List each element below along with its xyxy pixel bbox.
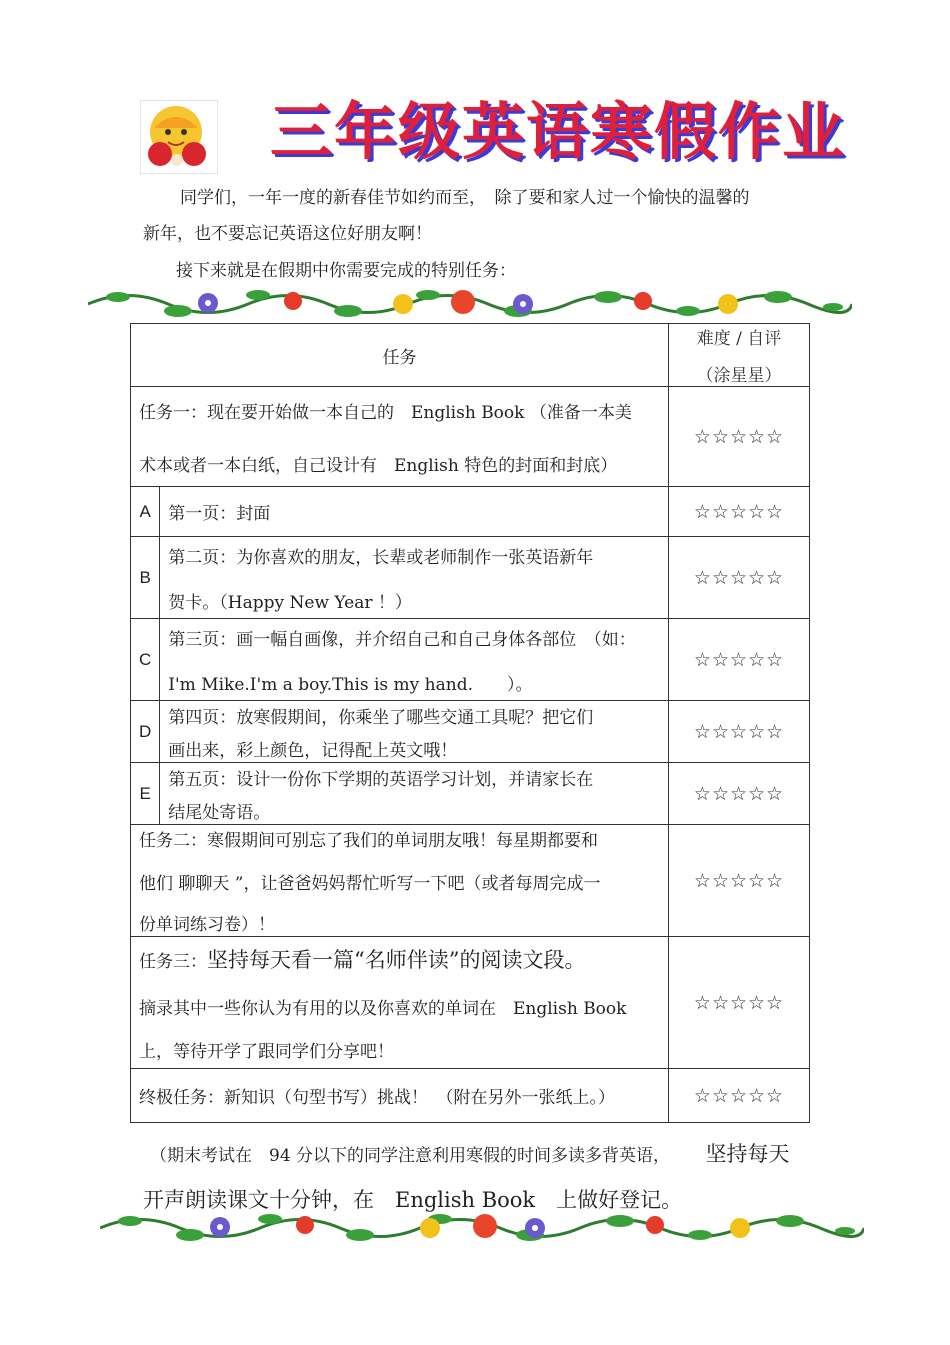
task3-main: 坚持每天看一篇“名师伴读”的阅读文段。 xyxy=(207,947,586,972)
star-rating[interactable]: ☆☆☆☆☆ xyxy=(669,701,810,763)
subtask-line-1: 第四页：放寒假期间，你乘坐了哪些交通工具呢？把它们 xyxy=(168,707,594,728)
table-row-final-task xyxy=(131,1069,810,1123)
task3-line-1 xyxy=(139,944,660,974)
intro-line-1: 同学们，一年一度的新春佳节如约而至， 除了要和家人过一个愉快的温馨的 xyxy=(180,188,750,208)
header-rating-label: 难度 / 自评 xyxy=(696,329,782,349)
task1-cell xyxy=(131,387,669,487)
subtask-letter: A xyxy=(131,487,160,537)
table-row-task3 xyxy=(131,937,810,1069)
subtask-text xyxy=(160,487,669,537)
subtask-line-1: 第三页：画一幅自画像，并介绍自己和自己身体各部位 （如： xyxy=(168,629,636,650)
subtask-line-2: 结尾处寄语。 xyxy=(168,802,271,823)
subtask-text xyxy=(160,619,669,701)
page-title: 三年级英语寒假作业 xyxy=(270,95,847,168)
table-row-task1 xyxy=(131,387,810,487)
subtask-letter: B xyxy=(131,537,160,619)
subtask-letter: C xyxy=(131,619,160,701)
footer-emphasis: 坚持每天 xyxy=(705,1142,790,1166)
header-task: 任务 xyxy=(131,324,669,387)
subtask-text xyxy=(160,763,669,825)
star-rating[interactable]: ☆☆☆☆☆ xyxy=(669,387,810,487)
star-rating[interactable]: ☆☆☆☆☆ xyxy=(669,1069,810,1123)
flower-garland-top xyxy=(88,283,852,325)
star-rating[interactable]: ☆☆☆☆☆ xyxy=(669,937,810,1069)
subtask-line-2: I'm Mike.I'm a boy.This is my hand. ）。 xyxy=(168,674,533,695)
task2-line-2: 他们 聊聊天 ”，让爸爸妈妈帮忙听写一下吧（或者每周完成一 xyxy=(139,874,601,894)
table-row-subtask-a xyxy=(131,487,810,537)
task2-line-3: 份单词练习卷）！ xyxy=(139,915,275,935)
intro-line-2: 新年，也不要忘记英语这位好朋友啊！ xyxy=(143,224,432,244)
task1-line-1: 任务一：现在要开始做一本自己的 English Book （准备一本美 xyxy=(139,402,632,423)
table-row-subtask-c xyxy=(131,619,810,701)
header-rating-hint: （涂星星） xyxy=(696,366,782,386)
subtask-line-1: 第五页：设计一份你下学期的英语学习计划，并请家长在 xyxy=(168,769,594,790)
subtask-letter: D xyxy=(131,701,160,763)
task1-line-2: 术本或者一本白纸，自己设计有 English 特色的封面和封底） xyxy=(139,455,618,476)
task-table xyxy=(130,323,810,1123)
task3-line-3: 上，等待开学了跟同学们分享吧！ xyxy=(139,1041,394,1062)
table-row-task2 xyxy=(131,825,810,937)
table-header-row xyxy=(131,324,810,387)
task3-line-2: 摘录其中一些你认为有用的以及你喜欢的单词在 English Book xyxy=(139,998,627,1019)
subtask-line-2: 画出来，彩上颜色，记得配上英文哦！ xyxy=(168,740,458,761)
mascot-icon xyxy=(140,100,218,174)
intro-line-3: 接下来就是在假期中你需要完成的特别任务： xyxy=(176,261,516,281)
subtask-letter: E xyxy=(131,763,160,825)
star-rating[interactable]: ☆☆☆☆☆ xyxy=(669,763,810,825)
table-row-subtask-d xyxy=(131,701,810,763)
task3-prefix: 任务三： xyxy=(139,951,207,972)
task2-line-1: 任务二：寒假期间可别忘了我们的单词朋友哦！每星期都要和 xyxy=(139,831,598,851)
footer-line-1 xyxy=(150,1138,789,1168)
star-rating[interactable]: ☆☆☆☆☆ xyxy=(669,537,810,619)
task3-cell xyxy=(131,937,669,1069)
subtask-line-1: 第一页：封面 xyxy=(168,504,271,524)
footer-line-2: 开声朗读课文十分钟，在 English Book 上做好登记。 xyxy=(143,1188,683,1212)
final-task-cell: 终极任务：新知识（句型书写）挑战！ （附在另外一张纸上。） xyxy=(131,1069,669,1123)
subtask-line-2: 贺卡。（Happy New Year ！） xyxy=(168,592,412,613)
flower-garland-bottom xyxy=(100,1207,864,1249)
star-rating[interactable]: ☆☆☆☆☆ xyxy=(669,487,810,537)
star-rating[interactable]: ☆☆☆☆☆ xyxy=(669,825,810,937)
table-row-subtask-e xyxy=(131,763,810,825)
star-rating[interactable]: ☆☆☆☆☆ xyxy=(669,619,810,701)
task2-cell xyxy=(131,825,669,937)
subtask-text xyxy=(160,537,669,619)
header-rating xyxy=(669,324,810,387)
footer-note: （期末考试在 94 分以下的同学注意利用寒假的时间多读多背英语， xyxy=(150,1146,671,1166)
table-row-subtask-b xyxy=(131,537,810,619)
subtask-line-1: 第二页：为你喜欢的朋友，长辈或老师制作一张英语新年 xyxy=(168,547,594,568)
subtask-text xyxy=(160,701,669,763)
